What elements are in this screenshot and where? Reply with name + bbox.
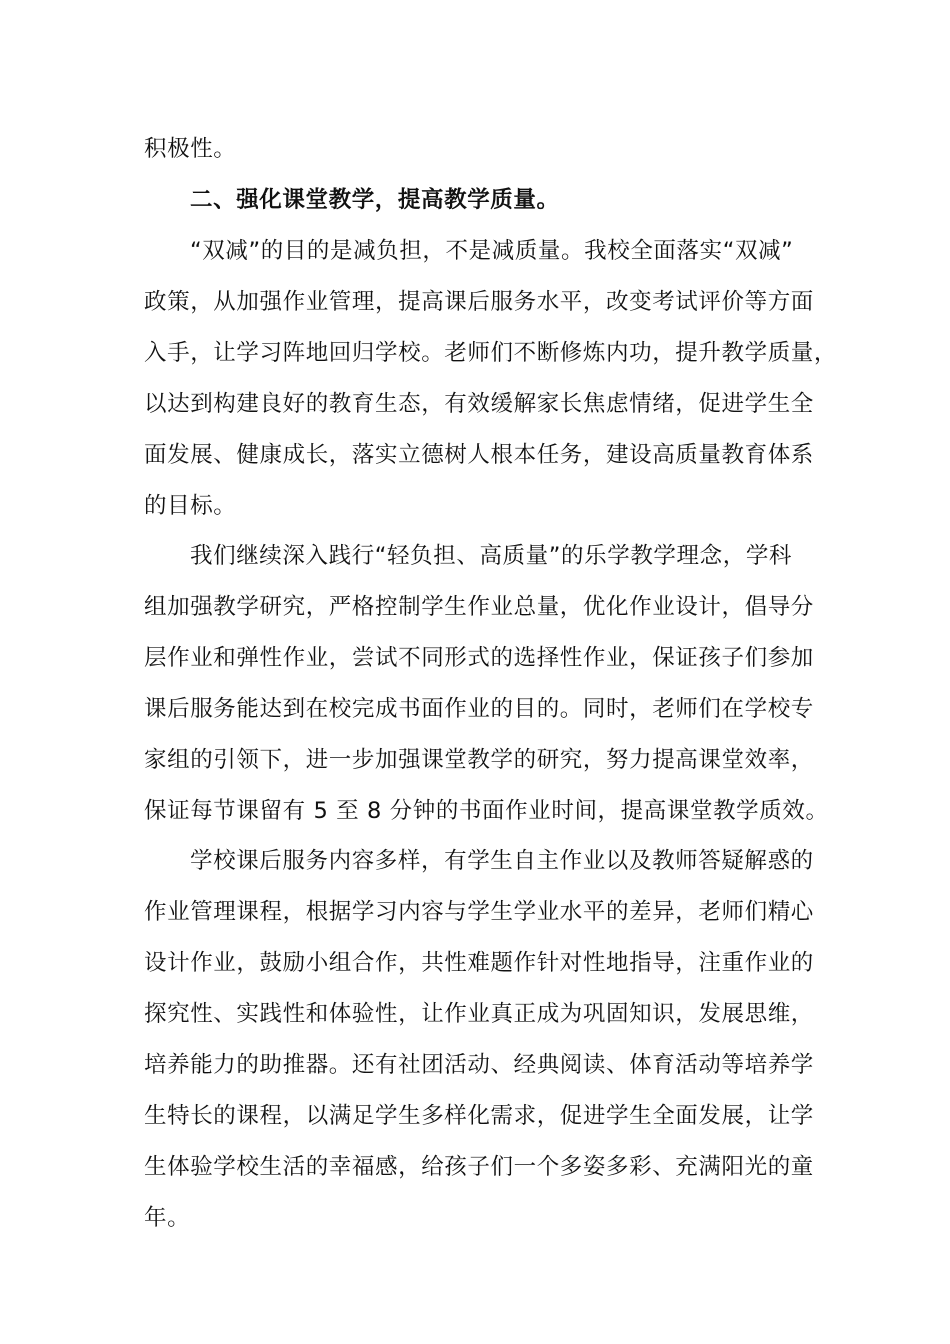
paragraph-line: 层作业和弹性作业，尝试不同形式的选择性作业，保证孩子们参加: [144, 645, 814, 671]
paragraph-line: 入手，让学习阵地回归学校。老师们不断修炼内功，提升教学质量，: [144, 340, 838, 366]
continuation-text: 积极性。: [144, 136, 237, 162]
paragraph-line: 作业管理课程，根据学习内容与学生学业水平的差异，老师们精心: [144, 899, 814, 925]
paragraph-line: 生体验学校生活的幸福感，给孩子们一个多姿多彩、充满阳光的童: [144, 1154, 814, 1180]
paragraph-line: 学校课后服务内容多样，有学生自主作业以及教师答疑解惑的: [190, 848, 814, 874]
paragraph-line: 设计作业，鼓励小组合作，共性难题作针对性地指导，注重作业的: [144, 950, 814, 976]
paragraph-line: “双减”的目的是减负担，不是减质量。我校全面落实“双减”: [190, 238, 794, 264]
paragraph-line: 生特长的课程，以满足学生多样化需求，促进学生全面发展，让学: [144, 1103, 814, 1129]
paragraph-line: 以达到构建良好的教育生态，有效缓解家长焦虑情绪，促进学生全: [144, 391, 814, 417]
paragraph-line: 组加强教学研究，严格控制学生作业总量，优化作业设计，倡导分: [144, 594, 814, 620]
paragraph-line: 政策，从加强作业管理，提高课后服务水平，改变考试评价等方面: [144, 289, 814, 315]
paragraph-line: 年。: [144, 1205, 191, 1231]
paragraph-line: 探究性、实践性和体验性，让作业真正成为巩固知识，发展思维，: [144, 1001, 814, 1027]
paragraph-line: 面发展、健康成长，落实立德树人根本任务，建设高质量教育体系: [144, 442, 814, 468]
paragraph-line: 的目标。: [144, 493, 237, 519]
paragraph-line: 课后服务能达到在校完成书面作业的目的。同时，老师们在学校专: [144, 696, 814, 722]
paragraph-line: 培养能力的助推器。还有社团活动、经典阅读、体育活动等培养学: [144, 1052, 814, 1078]
paragraph-line: 保证每节课留有 5 至 8 分钟的书面作业时间，提高课堂教学质效。: [144, 798, 829, 824]
section-heading: 二、强化课堂教学，提高教学质量。: [190, 187, 560, 213]
paragraph-line: 家组的引领下，进一步加强课堂教学的研究，努力提高课堂效率，: [144, 747, 814, 773]
paragraph-line: 我们继续深入践行“轻负担、高质量”的乐学教学理念，学科: [190, 543, 793, 569]
